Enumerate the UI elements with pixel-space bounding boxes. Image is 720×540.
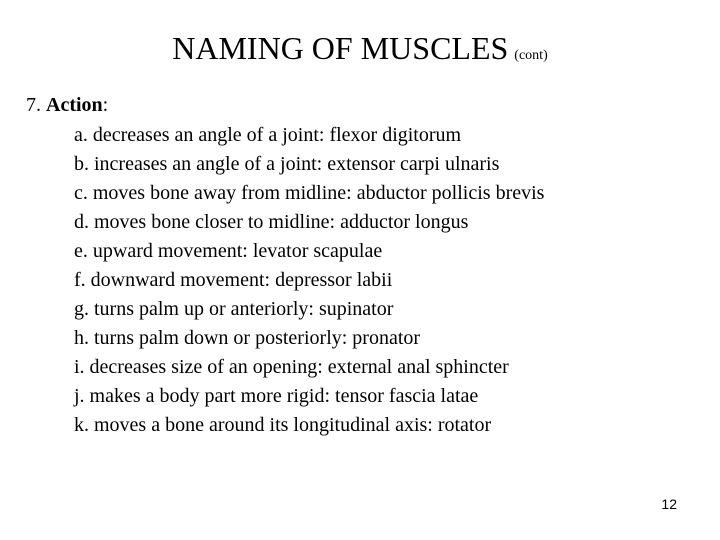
section-number: 7. — [26, 94, 41, 116]
list-item: i. decreases size of an opening: external anal sphincter — [74, 356, 509, 378]
list-item: d. moves bone closer to midline: adductor longus — [74, 211, 469, 233]
list-item: c. moves bone away from midline: abductor pollicis brevis — [74, 182, 545, 204]
list-item: b. increases an angle of a joint: extensor carpi ulnaris — [74, 153, 500, 175]
section-heading — [26, 92, 108, 118]
slide-title — [0, 28, 720, 76]
action-list — [74, 121, 544, 440]
list-item: a. decreases an angle of a joint: flexor digitorum — [74, 124, 462, 146]
list-item: e. upward movement: levator scapulae — [74, 240, 383, 262]
list-item: j. makes a body part more rigid: tensor fascia latae — [74, 385, 479, 407]
section-heading-label: Action — [46, 94, 103, 116]
section-colon: : — [102, 94, 109, 116]
page-number: 12 — [661, 496, 677, 512]
title-suffix: (cont) — [514, 48, 548, 63]
list-item: h. turns palm down or posteriorly: pronator — [74, 327, 421, 349]
list-item: g. turns palm up or anteriorly: supinator — [74, 298, 394, 320]
list-item: k. moves a bone around its longitudinal axis: rotator — [74, 414, 492, 436]
title-text: NAMING OF MUSCLES — [172, 30, 509, 66]
list-item: f. downward movement: depressor labii — [74, 269, 393, 291]
